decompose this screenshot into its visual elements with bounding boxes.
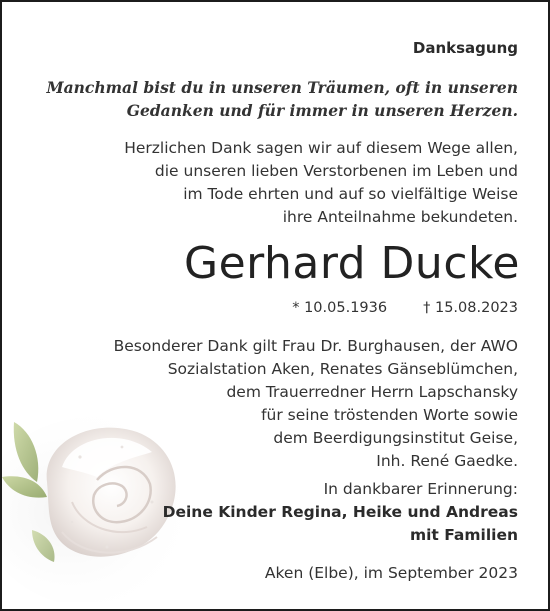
special-thanks-line: für seine tröstenden Worte sowie: [261, 406, 518, 424]
special-thanks-line: Besonderer Dank gilt Frau Dr. Burghausen, der AWO: [113, 337, 518, 355]
place-date: Aken (Elbe), im September 2023: [264, 564, 518, 582]
heading: Danksagung: [412, 39, 518, 57]
signature-line: Deine Kinder Regina, Heike und Andreas: [162, 503, 518, 521]
thanks-line: ihre Anteilnahme bekundeten.: [282, 208, 518, 226]
life-dates: [292, 298, 518, 318]
special-thanks-line: dem Beerdigungsinstitut Geise,: [273, 429, 518, 447]
deceased-name: Gerhard Ducke: [183, 238, 520, 289]
quote-line: Manchmal bist du in unseren Träumen, oft in unseren: [46, 78, 518, 97]
closing-intro: In dankbarer Erinnerung:: [323, 480, 518, 498]
thanks-line: im Tode ehrten und auf so vielfältige Weise: [183, 185, 518, 203]
birth-date: * 10.05.1936: [292, 300, 388, 316]
special-thanks-line: Sozialstation Aken, Renates Gänseblümchen,: [167, 360, 518, 378]
death-date: † 15.08.2023: [423, 300, 518, 316]
thanks-line: Herzlichen Dank sagen wir auf diesem Wege allen,: [124, 139, 518, 157]
closing: [163, 478, 518, 547]
thanks-line: die unseren lieben Verstorbenen im Leben und: [154, 162, 518, 180]
special-thanks: [114, 335, 518, 473]
special-thanks-line: Inh. René Gaedke.: [376, 452, 518, 470]
thanks-text: [124, 137, 518, 229]
signature-line: mit Familien: [409, 526, 518, 544]
special-thanks-line: dem Trauerredner Herrn Lapschansky: [226, 383, 518, 401]
quote-line: Gedanken und für immer in unseren Herzen.: [126, 101, 518, 120]
quote: [46, 76, 518, 122]
